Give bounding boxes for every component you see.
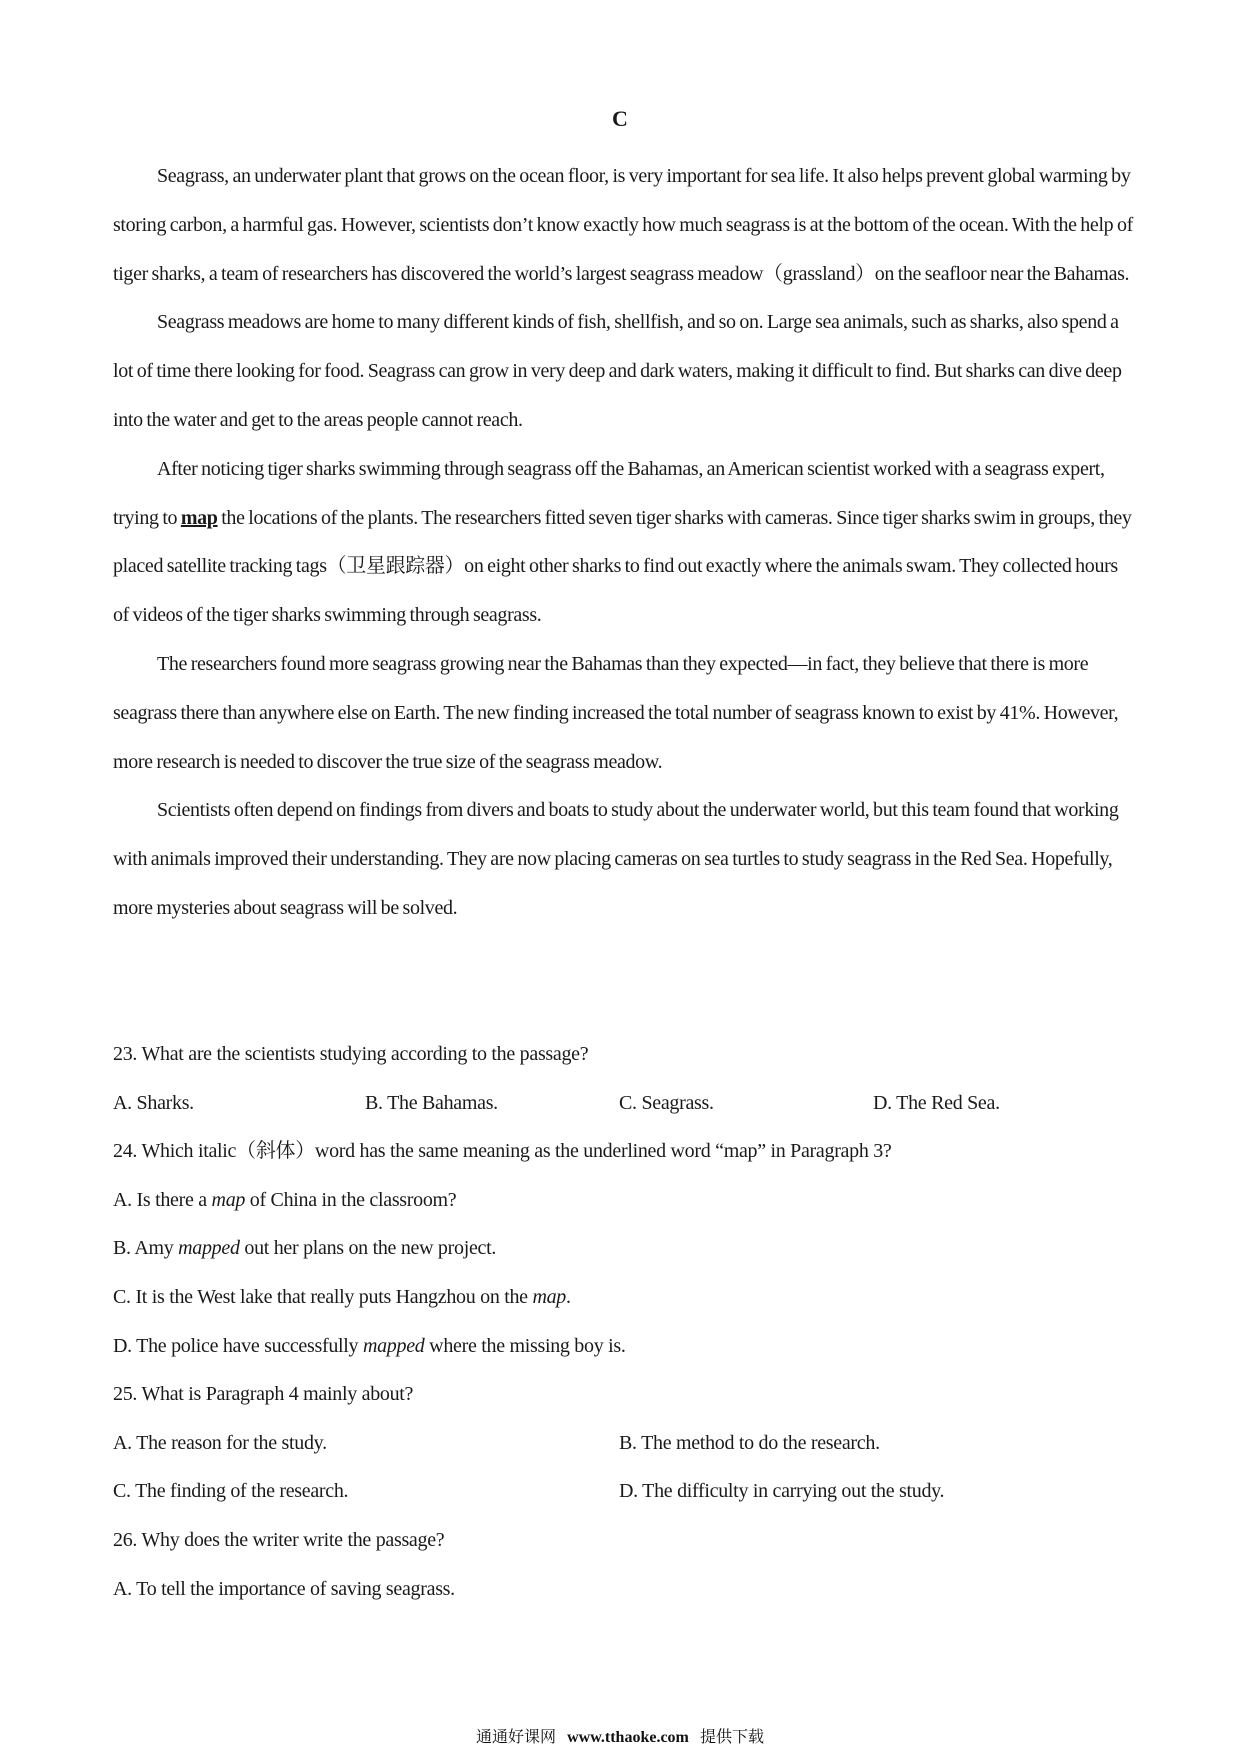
- option-text: out her plans on the new project.: [239, 1237, 497, 1260]
- paragraph-4: The researchers found more seagrass growing near the Bahamas than they expected—in fact, they believe that there is more seagrass there than anywhere else on Earth. The new finding increased the total number of seagrass known to exist by 41%. However, more research is needed to discover the true size of the seagrass meadow.: [113, 652, 1119, 773]
- reading-passage: [113, 152, 1133, 933]
- questions-section: [113, 1030, 1133, 1613]
- footer-download-text: 提供下载: [699, 1727, 764, 1746]
- italic-word: map: [211, 1188, 246, 1211]
- question-26-option-a: A. To tell the importance of saving seagrass.: [113, 1577, 455, 1600]
- option-text: A. Is there a: [113, 1188, 212, 1211]
- option-text: B. Amy: [113, 1237, 179, 1260]
- question-25-stem: 25. What is Paragraph 4 mainly about?: [113, 1383, 414, 1406]
- option-text: of China in the classroom?: [245, 1188, 457, 1211]
- option-text: C. It is the West lake that really puts Hangzhou on the: [113, 1285, 533, 1308]
- paragraph-2: Seagrass meadows are home to many different kinds of fish, shellfish, and so on. Large sea animals, such as sharks, also spend a lot of time there looking for food. Seagrass can grow in very deep and dark waters, making it difficult to find. But sharks can dive deep into the water and get to the areas people cannot reach.: [113, 311, 1122, 431]
- footer-url-link[interactable]: www.tthaoke.com: [567, 1729, 689, 1746]
- question-25-option-c: C. The finding of the research.: [113, 1480, 349, 1503]
- italic-word: map: [532, 1285, 567, 1308]
- question-24-stem: 24. Which italic（斜体）word has the same meaning as the underlined word “map” in Paragraph 3?: [113, 1140, 892, 1163]
- paragraph-3-text-after: the locations of the plants. The researchers fitted seven tiger sharks with cameras. Since tiger sharks swim in groups, they placed satellite tracking tags（卫星跟踪器）on eight other sharks to find out exactly where the animals swam. They collected hours of videos of the tiger sharks swimming through seagrass.: [113, 506, 1132, 627]
- question-23-option-a: A. Sharks.: [113, 1091, 194, 1114]
- paragraph-1: Seagrass, an underwater plant that grows on the ocean floor, is very important for sea life. It also helps prevent global warming by storing carbon, a harmful gas. However, scientists don’t know exactly how much seagrass is at the bottom of the ocean. With the help of tiger sharks, a team of researchers has discovered the world’s largest seagrass meadow（grassland）on the seafloor near the Bahamas.: [113, 165, 1133, 285]
- option-text: where the missing boy is.: [424, 1334, 626, 1357]
- italic-word: mapped: [362, 1334, 425, 1357]
- underlined-word-map: map: [180, 506, 218, 529]
- option-text: .: [566, 1285, 571, 1308]
- question-25-option-b: B. The method to do the research.: [619, 1431, 880, 1454]
- question-25-options-row-1: [113, 1419, 1133, 1468]
- paragraph-3-text-before: After noticing tiger sharks swimming through seagrass off the Bahamas, an American scientist worked with a seagrass expert, trying to: [113, 457, 1105, 529]
- question-24-option-d: [113, 1322, 1133, 1371]
- question-25-option-d: D. The difficulty in carrying out the study.: [619, 1480, 945, 1503]
- question-24-option-c: [113, 1273, 1133, 1322]
- question-23-stem: 23. What are the scientists studying according to the passage?: [113, 1043, 589, 1065]
- paragraph-5: Scientists often depend on findings from divers and boats to study about the underwater world, but this team found that working with animals improved their understanding. They are now placing cameras on sea turtles to study seagrass in the Red Sea. Hopefully, more mysteries about seagrass will be solved.: [113, 799, 1119, 919]
- question-26-stem: 26. Why does the writer write the passage?: [113, 1528, 445, 1551]
- footer-site-name: 通通好课网: [476, 1727, 557, 1746]
- page-footer: [0, 1726, 1240, 1749]
- question-25-option-a: A. The reason for the study.: [113, 1431, 327, 1454]
- paragraph-3: [113, 445, 1133, 640]
- question-23-option-c: C. Seagrass.: [619, 1091, 714, 1114]
- question-23-option-d: D. The Red Sea.: [873, 1091, 1000, 1114]
- option-text: D. The police have successfully: [113, 1334, 363, 1357]
- question-23-option-b: B. The Bahamas.: [365, 1091, 498, 1114]
- section-title: C: [612, 106, 628, 131]
- question-24-option-b: [113, 1224, 1133, 1273]
- question-24-option-a: [113, 1176, 1133, 1225]
- italic-word: mapped: [178, 1237, 240, 1260]
- question-23-options: [113, 1079, 1133, 1128]
- question-25-options-row-2: [113, 1467, 1133, 1516]
